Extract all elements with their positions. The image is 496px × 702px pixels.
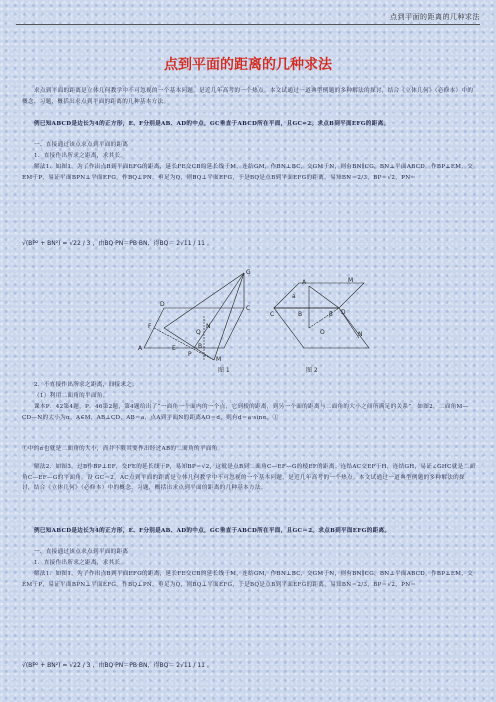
figure-2 <box>274 283 369 348</box>
fig1-label-c: C <box>246 305 251 312</box>
running-head: 点到平面的距离的几种求法 <box>390 13 480 21</box>
figure-1-caption: 图 1 <box>218 367 230 374</box>
fig2-label-o: O <box>320 329 325 336</box>
fig2-label-d: D <box>341 309 346 316</box>
page-title: 点到平面的距离的几种求法 <box>164 57 332 73</box>
solution-paragraph: 解法1．如图1，为了作出点B到平面EFG的距离，延长FE交CB的延长线于M，连结GM，作BN⊥BC，交GM于N，则有BN∥CG，BN⊥平面ABCD。作BP⊥EM，交EM于P，易证平面BPN⊥平面EFG，作BQ⊥PN，垂足为Q，则BQ⊥平面EFG，于是BQ是点B到平面EFG的距离。易知BN＝2/3，BP＝√2，PN＝ <box>22 164 474 181</box>
subsection-heading: 1．直接作出所求之距离，求其长。 <box>34 153 127 159</box>
fig1-label-g: G <box>246 269 251 276</box>
formula-line <box>22 238 213 247</box>
example-paragraph-repeat: 例已知ABCD是边长为4的正方形，E、F分别是AB、AD的中点，GC垂直于ABCD所在平面，且GC＝2。求点B到平面EFG的距离。 <box>34 528 391 534</box>
method2-sub: （1）利用二面角的平面角。 <box>34 393 109 399</box>
fig2-label-beta: β <box>329 311 333 318</box>
solution-paragraph-repeat: 解法1．如图1，为了作出点B到平面EFG的距离，延长FE交CB的延长线于M，连结GM，作BN⊥BC，交GM于N，则有BN∥CG，BN⊥平面ABCD。作BP⊥EM，交EM于P，易证平面BPN⊥平面EFG，作BQ⊥PN，垂足为Q，则BQ⊥平面EFG，于是BQ是点B到平面EFG的距离。易知BN＝2/3，BP＝√2，PN＝ <box>22 571 474 588</box>
fig1-label-p: P <box>188 351 192 358</box>
figure-2-caption: 图 2 <box>306 367 318 374</box>
fig1-label-d: D <box>160 301 165 308</box>
example-paragraph: 例已知ABCD是边长为4的正方形，E、F分别是AB、AD的中点，GC垂直于ABCD所在平面，且GC=2。求点B到平面EFG的距离。 <box>34 121 390 127</box>
method2-heading: 2．不直接作出所求之距离，间接求之。 <box>34 382 139 388</box>
formula-lhs-repeat: √(BP² + BN²) = √22 / 3 <box>22 662 91 669</box>
figure-1 <box>144 273 244 360</box>
header-rule <box>16 24 480 25</box>
formula-rhs: 2√11 / 11 。 <box>176 240 213 247</box>
note-paragraph: ①中的α也就是二面角的大小，而并不限其要作出经过AB的二面角的平面角。 <box>22 446 224 452</box>
fig2-label-b: B <box>298 311 303 318</box>
textbook-paragraph: 课本P．42第4题，P．46第2题，第4题给出了“一面角一个面内的一个点，它到棱的距离，到另一个面的距离与二面角的大小之间所满足的关系”。如图2，二面角M—CD—N的大小为α，A∈M，AB⊥CD，AB＝a，点A到平面N的距离AO＝d，则有d＝a·sinα。① <box>22 404 469 421</box>
figures <box>124 268 374 363</box>
fig1-label-e: E <box>172 345 176 352</box>
fig2-label-m: M <box>348 277 354 284</box>
subsection-heading-repeat: 1．直接作出所求之距离，求其长。 <box>34 560 127 566</box>
fig1-label-n: N <box>206 323 211 330</box>
intro-paragraph: 求点到平面的距离是立体几何教学中不可忽视的一个基本问题，是近几年高考的一个热点。本文试通过一道典型例题的多种解法的探讨，结合《立体几何》（必修本）中的概念、习题，概括出求点到平面的距离的几种基本方法。 <box>22 88 474 105</box>
fig2-label-c: C <box>270 311 275 318</box>
solution2-paragraph: 解法2．如图3，过B作BP⊥EF，交FE的延长线于P，易知BP＝√2，这就是点B到二面角C—EF—G的棱EF的距离。连结AC交EF于H，连结GH，易证∠GHC就是二面角C—EF—G的平面角。设 GC＝2，AC点到平面的距离是立体几何教学中不可忽视的一个基本问题，是近几年高考的一个热点。本文试通过一道典型例题的多种解法的探讨，结合《立体几何》（必修本）中的概念、习题，概括出求点到平面的距离的几种基本方法。 <box>22 464 476 491</box>
formula-line-repeat <box>22 660 213 669</box>
fig1-label-a: A <box>138 345 143 352</box>
fig1-label-m: M <box>216 356 222 363</box>
fig1-label-q: Q <box>196 329 201 336</box>
section-heading-repeat: 一、直接通过该点求点到平面的距离 <box>34 549 129 555</box>
formula-lhs: √(BP² + BN²) = √22 / 3 <box>22 240 91 247</box>
formula-mid: ，由BQ·PN＝PB·BN，得BQ＝ <box>92 240 175 247</box>
formula-rhs-repeat: 2√11 / 11 。 <box>176 662 213 669</box>
fig1-label-b: B <box>198 343 203 350</box>
section-heading: 一、直接通过该点求点到平面的距离 <box>34 142 129 148</box>
fig2-label-a: A <box>302 279 307 286</box>
fig2-label-a-small: a <box>292 293 296 300</box>
fig1-label-f: F <box>148 323 152 330</box>
fig2-label-n: N <box>358 331 363 338</box>
formula-mid-repeat: ，由BQ·PN＝PB·BN，得BQ＝ <box>92 662 175 669</box>
